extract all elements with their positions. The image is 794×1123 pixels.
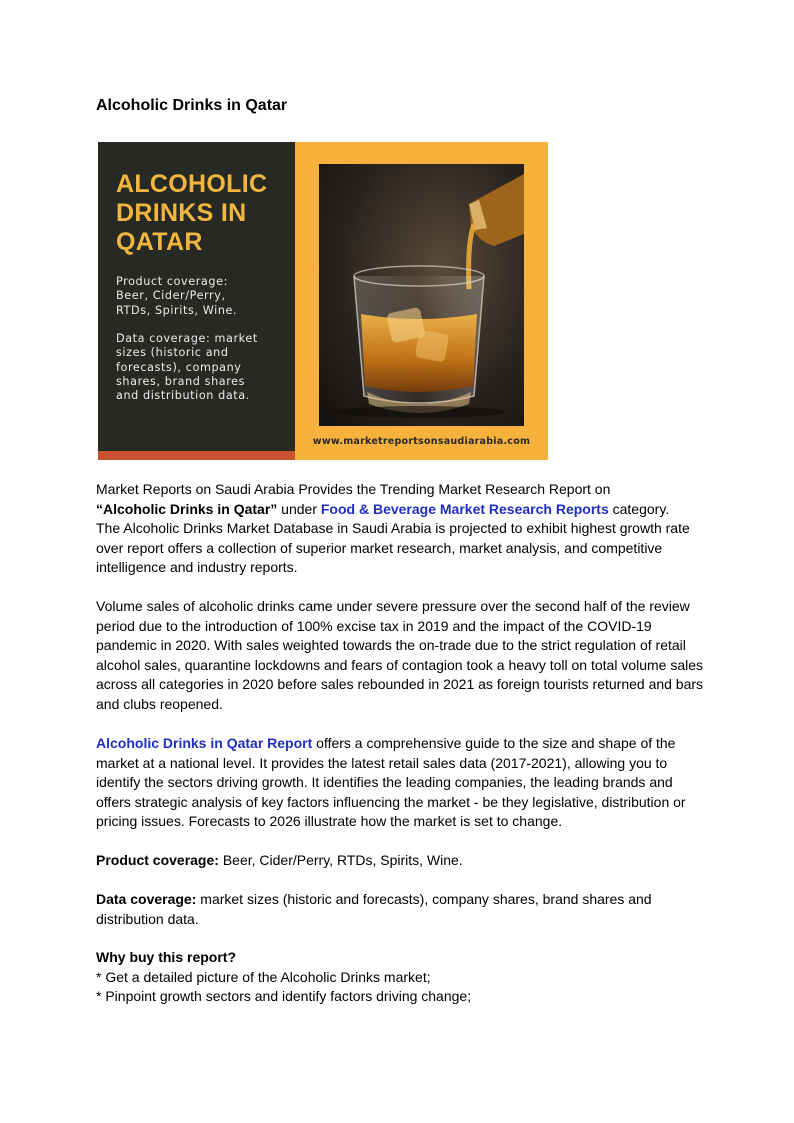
intro-line-1: Market Reports on Saudi Arabia Provides the Trending Market Research Report on — [96, 481, 611, 497]
banner-photo-panel — [295, 142, 548, 460]
data-coverage-label: Data coverage: — [96, 891, 197, 907]
data-coverage-text: market sizes (historic and forecasts), company shares, brand shares and distribution data. — [96, 891, 652, 927]
banner-text-line: shares, brand shares — [116, 374, 246, 388]
intro-category-suffix: category. — [608, 500, 670, 517]
banner-heading — [116, 170, 291, 257]
banner-product-coverage — [116, 275, 288, 318]
banner-text-line: and distribution data. — [116, 389, 250, 403]
banner-text-line: sizes (historic and — [116, 346, 229, 360]
banner-heading-line: DRINKS IN — [116, 199, 247, 227]
why-buy-item: * Pinpoint growth sectors and identify factors driving change; — [96, 988, 472, 1005]
whiskey-glass-photo — [319, 164, 524, 426]
banner-url: www.marketreportsonsaudiarabia.com — [312, 436, 531, 447]
intro-rest: The Alcoholic Drinks Market Database in Saudi Arabia is projected to exhibit highest growth rate over report offers a collection of superior market research, market analysis, and competitive intelligence and industry reports. — [96, 520, 690, 576]
banner-stripe — [98, 451, 295, 460]
data-coverage-paragraph — [96, 890, 706, 929]
banner-heading-line: ALCOHOLIC — [116, 170, 268, 198]
banner-text-line: forecasts), company — [116, 360, 242, 374]
report-link[interactable]: Alcoholic Drinks in Qatar Report — [96, 735, 313, 751]
banner-data-coverage — [116, 332, 288, 403]
banner-text-line: Beer, Cider/Perry, — [116, 289, 226, 303]
report-description-paragraph — [96, 734, 706, 832]
category-link[interactable]: Food & Beverage Market Research Reports — [320, 500, 609, 517]
why-buy-section — [96, 948, 706, 1007]
market-overview-paragraph: Volume sales of alcoholic drinks came under severe pressure over the second half of the review period due to the introduction of 100% excise tax in 2019 and the impact of the COVID-19 pandemic in 2020. With sales weighted towards the on-trade due to the strict regulation of retail alcohol sales, quarantine lockdowns and fears of contagion took a heavy toll on total volume sales across all categories in 2020 before sales rebounded in 2021 as foreign tourists returned and bars and clubs reopened. — [96, 598, 704, 712]
why-buy-heading: Why buy this report? — [96, 949, 236, 965]
banner-text-line: RTDs, Spirits, Wine. — [116, 303, 238, 317]
page-title: Alcoholic Drinks in Qatar — [96, 97, 288, 114]
report-banner-image — [98, 142, 548, 460]
product-coverage-text: Beer, Cider/Perry, RTDs, Spirits, Wine. — [218, 852, 463, 868]
report-name: “Alcoholic Drinks in Qatar” — [96, 500, 278, 517]
product-coverage-label: Product coverage: — [96, 852, 219, 868]
product-coverage-paragraph — [96, 851, 706, 871]
banner-text-line: Product coverage: — [116, 275, 228, 288]
why-buy-item: * Get a detailed picture of the Alcoholic Drinks market; — [96, 968, 431, 985]
intro-under: under — [277, 500, 321, 517]
banner-heading-line: QATAR — [116, 228, 203, 256]
report-description-text: offers a comprehensive guide to the size and shape of the market at a national level. It provides the latest retail sales data (2017-2021), allowing you to identify the sectors driving growth. It identifies the leading companies, the leading brands and offers strategic analysis of key factors influencing the market - be they legislative, distribution or pricing issues. Forecasts to 2026 illustrate how the market is set to change. — [96, 735, 686, 830]
intro-paragraph — [96, 480, 706, 578]
banner-text-line: Data coverage: market — [116, 332, 258, 345]
banner-text-panel — [98, 142, 295, 460]
